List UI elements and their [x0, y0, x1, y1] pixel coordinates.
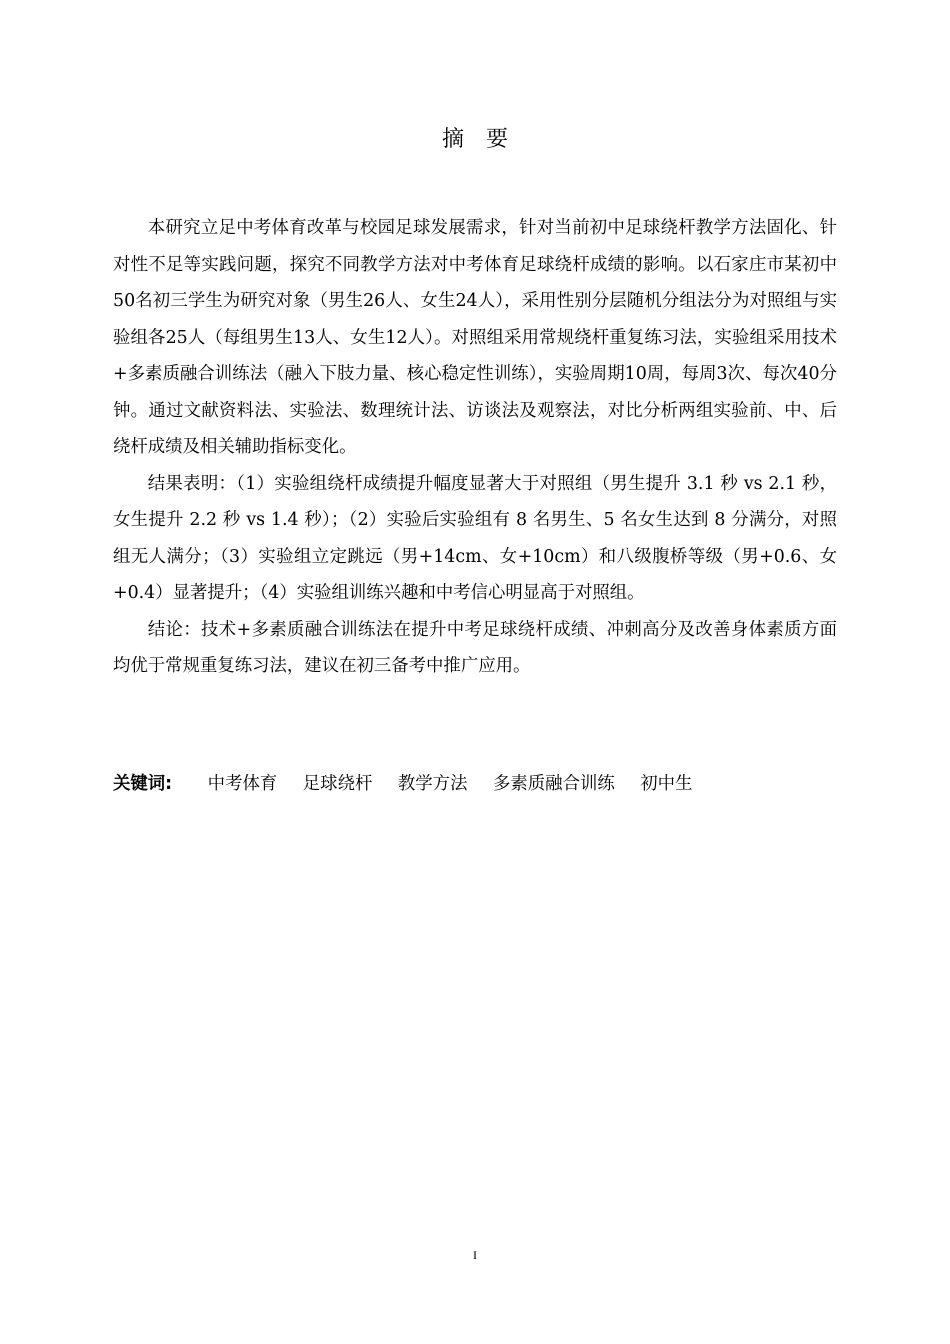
keyword-item: 中考体育: [207, 774, 278, 794]
abstract-body: [113, 210, 837, 685]
keyword-item: 教学方法: [397, 774, 468, 794]
keywords-line: [113, 768, 837, 800]
page-number: I: [473, 1248, 477, 1262]
keyword-item: 初中生: [640, 774, 693, 794]
abstract-paragraph-conclusion: 结论：技术+多素质融合训练法在提升中考足球绕杆成绩、冲刺高分及改善身体素质方面均优于常规重复练习法，建议在初三备考中推广应用。: [113, 619, 837, 676]
abstract-paragraph-results: 结果表明：（1）实验组绕杆成绩提升幅度显著大于对照组（男生提升 3.1 秒 vs 2.1 秒，女生提升 2.2 秒 vs 1.4 秒）；（2）实验后实验组有 8 名男生、5 名女生达到 8 分满分，对照组无人满分；（3）实验组立定跳远（男+14cm、女+10cm）和八级腹桥等级（男+0.6、女+0.4）显著提升；（4）实验组训练兴趣和中考信心明显高于对照组。: [113, 473, 837, 603]
abstract-title: 摘要: [441, 127, 530, 152]
keyword-item: 多素质融合训练: [493, 774, 615, 794]
keyword-item: 足球绕杆: [302, 774, 373, 794]
keywords-label: 关键词:: [113, 774, 173, 794]
abstract-paragraph-background: 本研究立足中考体育改革与校园足球发展需求，针对当前初中足球绕杆教学方法固化、针对性不足等实践问题，探究不同教学方法对中考体育足球绕杆成绩的影响。以石家庄市某初中50名初三学生为研究对象（男生26人、女生24人），采用性别分层随机分组法分为对照组与实验组各25人（每组男生13人、女生12人）。对照组采用常规绕杆重复练习法，实验组采用技术+多素质融合训练法（融入下肢力量、核心稳定性训练），实验周期10周，每周3次、每次40分钟。通过文献资料法、实验法、数理统计法、访谈法及观察法，对比分析两组实验前、中、后绕杆成绩及相关辅助指标变化。: [113, 218, 837, 457]
